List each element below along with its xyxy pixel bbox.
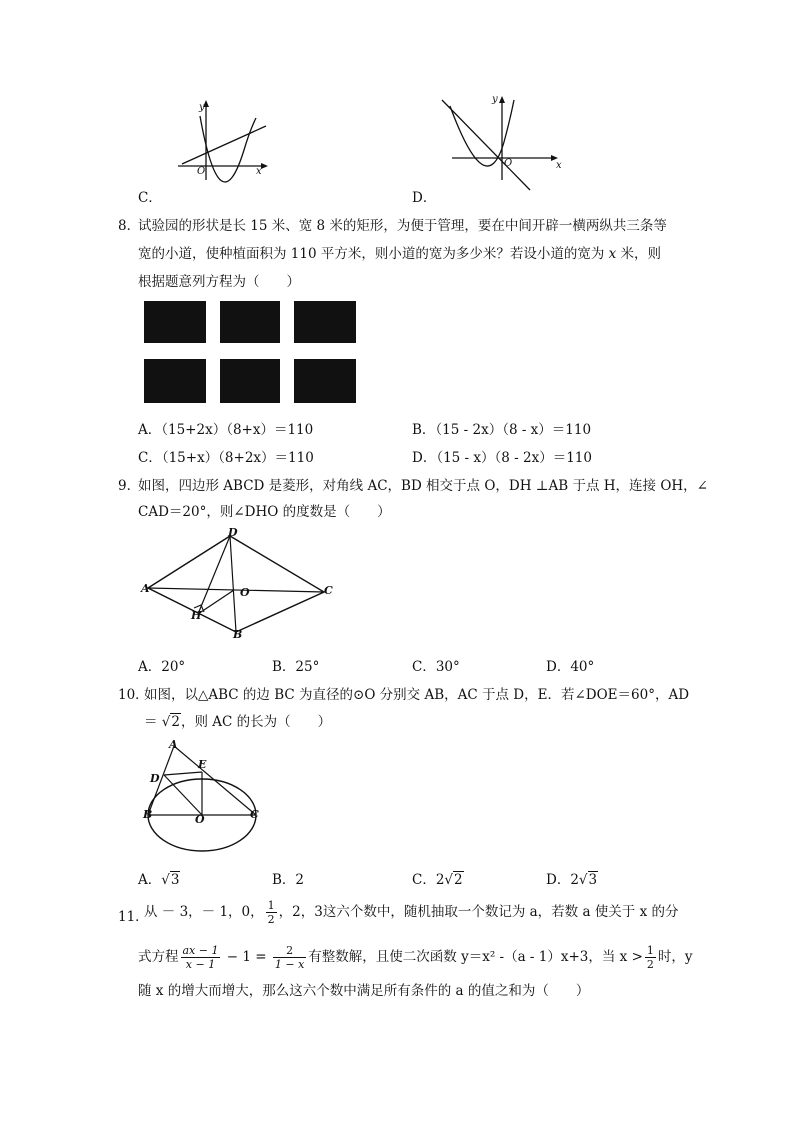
q11-text-line2: 式方程 $\frac{ax - 1}{x - 1}$ − 1 = $\frac{2}{1 - x}$ 有整数解，且使二次函数 y＝x² -（a - 1）x+3，当 x > $\frac{1}{2}$ 时，y [138,944,693,971]
q8-option-b[interactable]: B．（15 - 2x）（8 - x）＝110 [412,422,592,438]
q10-option-b[interactable]: B．2 [272,872,305,888]
q9-label-b: B [233,628,243,641]
q10-label-c: C [250,808,259,821]
graph-d-y-label: y [492,94,498,105]
q10-label-a: A [169,738,178,751]
q8-text-line2: 宽的小道，使种植面积为 110 平方米，则小道的宽为多少米？若设小道的宽为 x 米，则 [138,246,662,262]
graph-c-y-label: y [199,102,205,113]
q8-option-a[interactable]: A．（15+2x）（8+x）＝110 [138,422,314,438]
q9-label-h: H [191,609,202,622]
fraction-2-over-1-minus-x: $\frac{2}{1 - x}$ [274,944,305,971]
q9-label-a: A [141,582,150,595]
q10-label-b: B [143,808,153,821]
graph-d-x-label: x [556,160,562,171]
q10-text-line2: ＝ √2，则 AC 的长为（ ） [144,714,332,730]
q9-option-a[interactable]: A．20° [138,659,186,675]
q11-number: 11． [118,909,149,925]
q9-text-line1: 如图，四边形 ABCD 是菱形，对角线 AC，BD 相交于点 O，DH ⊥AB 于点 H，连接 OH，∠ [138,478,708,494]
q7-option-c[interactable]: C． [138,190,162,206]
q8-number: 8． [118,218,141,234]
q11-text-line3: 随 x 的增大而增大，那么这六个数中满足所有条件的 a 的值之和为（ ） [138,983,590,999]
q9-label-o: O [240,586,250,599]
q10-option-a[interactable]: A．√3 [138,872,180,888]
q10-text-line1: 如图，以△ABC 的边 BC 为直径的⊙O 分别交 AB，AC 于点 D，E．若∠DOE＝60°，AD [144,687,690,703]
q7-option-d[interactable]: D． [412,190,437,206]
q9-label-d: D [228,526,238,539]
q10-option-c[interactable]: C．2√2 [412,872,463,888]
q8-text-line3: 根据题意列方程为（ ） [138,274,300,290]
q9-option-d[interactable]: D．40° [546,659,595,675]
fraction-one-half-2: $\frac{1}{2}$ [646,944,654,971]
q10-circle-figure [140,740,270,840]
q10-label-d: D [150,772,160,785]
graph-c-x-label: x [256,166,262,177]
q8-garden-figure [144,301,356,403]
q10-option-d[interactable]: D．2√3 [546,872,598,888]
graph-d-origin-label: O [504,158,513,169]
graph-option-d [438,92,568,182]
q8-option-c[interactable]: C．（15+x）（8+2x）＝110 [138,450,314,466]
q8-text-line1: 试验园的形状是长 15 米、宽 8 米的矩形，为便于管理，要在中间开辟一横两纵共三条等 [138,218,667,234]
q8-option-d[interactable]: D．（15 - x）（8 - 2x）＝110 [412,450,592,466]
graph-option-c [170,98,280,183]
fraction-one-half: $\frac{1}{2}$ [267,899,275,926]
q10-number: 10． [118,687,149,703]
q9-number: 9． [118,478,141,494]
q9-option-b[interactable]: B．25° [272,659,320,675]
q10-label-o: O [195,813,205,826]
q9-option-c[interactable]: C．30° [412,659,460,675]
fraction-ax-minus-1: $\frac{ax - 1}{x - 1}$ [182,944,219,971]
graph-c-origin-label: O [197,166,206,177]
q9-label-c: C [324,584,333,597]
q11-text-line1: 从 － 3，－ 1，0， $\frac{1}{2}$ ，2，3这六个数中，随机抽取一个数记为 a，若数 a 使关于 x 的分 [144,899,679,926]
q10-label-e: E [198,758,207,771]
q9-text-line2: CAD＝20°，则∠DHO 的度数是（ ） [138,504,391,520]
